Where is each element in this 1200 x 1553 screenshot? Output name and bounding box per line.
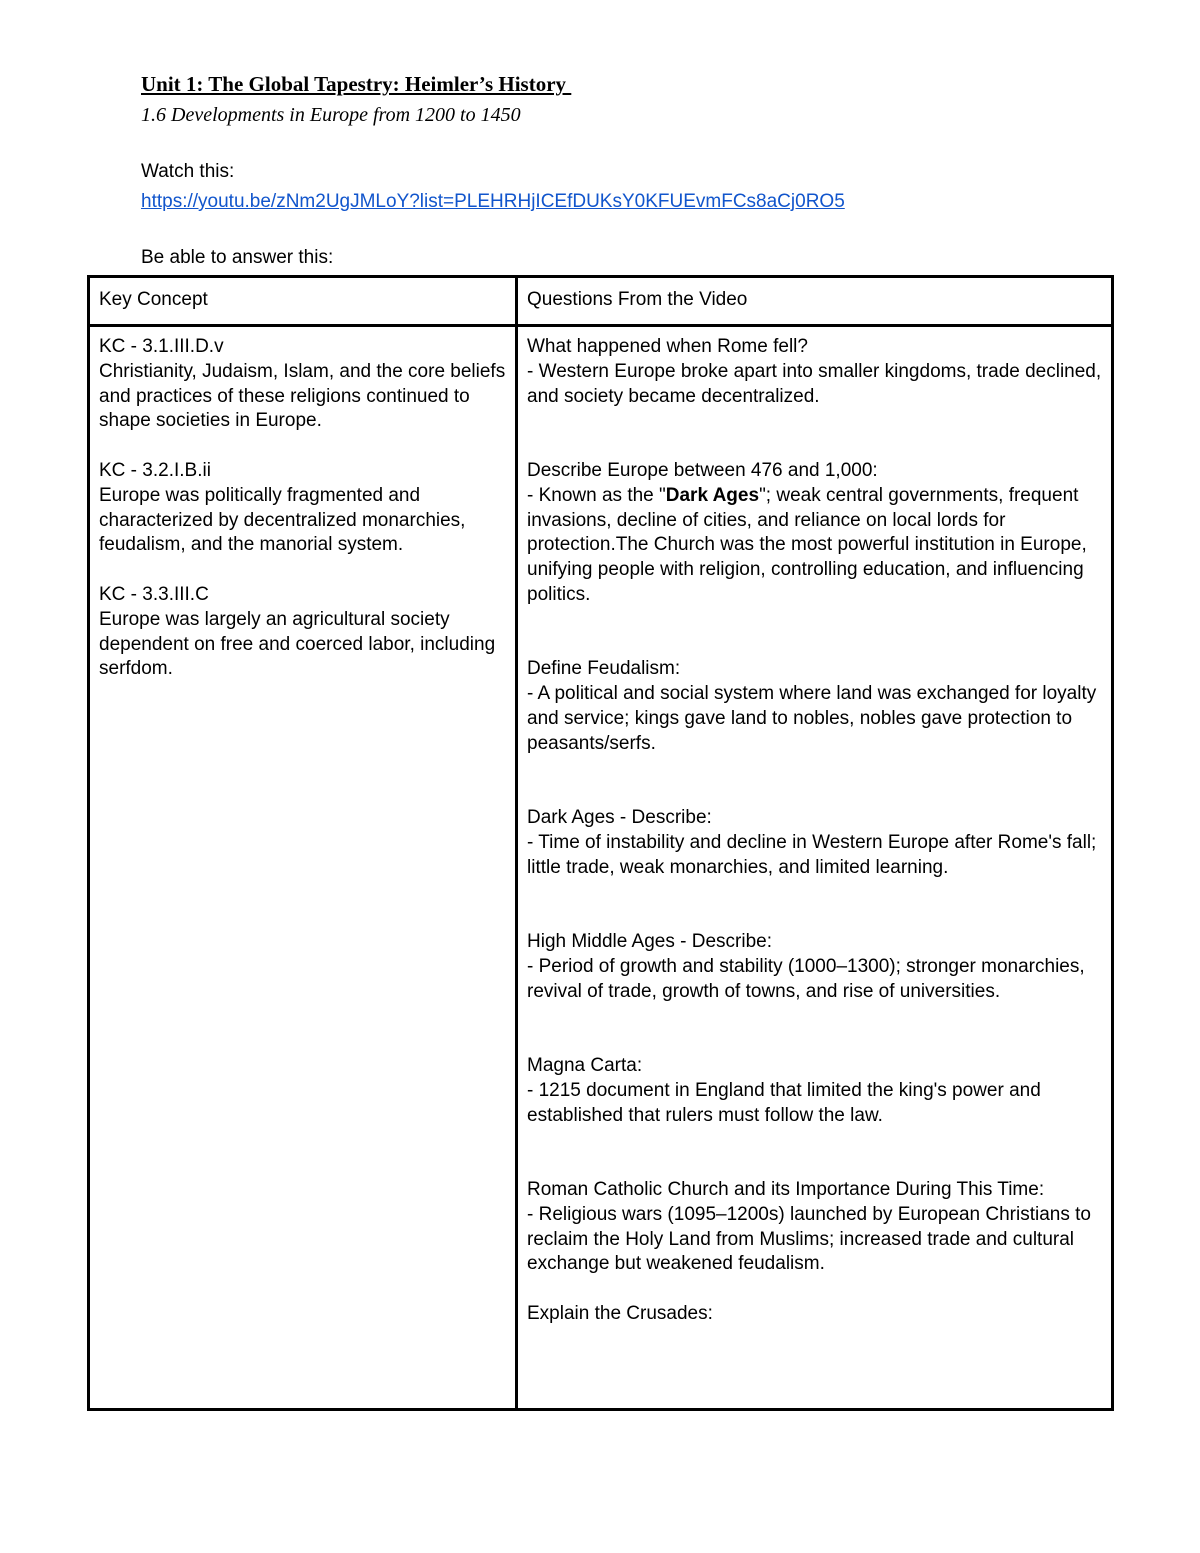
question-item xyxy=(527,1178,1102,1277)
kc-code: KC - 3.1.III.D.v xyxy=(99,336,224,357)
document-subtitle: 1.6 Developments in Europe from 1200 to 1450 xyxy=(141,104,521,126)
answer-text: - A political and social system where land was exchanged for loyalty and service; kings gave land to nobles, nobles gave protection to peasants/serfs. xyxy=(527,683,1097,754)
kc-text: Christianity, Judaism, Islam, and the core beliefs and practices of these religions continued to shape societies in Europe. xyxy=(99,360,506,432)
question-text: Explain the Crusades: xyxy=(527,1303,713,1325)
key-concept-item xyxy=(99,459,506,558)
table-row xyxy=(89,326,1113,1410)
video-link[interactable]: https://youtu.be/zNm2UgJMLoY?list=PLEHRHjICEfDUKsY0KFUEvmFCs8aCj0RO5 xyxy=(141,191,845,212)
kc-code: KC - 3.3.III.C xyxy=(99,583,209,605)
question-text: Magna Carta: xyxy=(527,1055,643,1077)
answer-text: - 1215 document in England that limited the king's power and established that rulers must follow the law. xyxy=(527,1079,1041,1126)
key-concept-item xyxy=(99,583,506,682)
question-text: What happened when Rome fell? xyxy=(527,336,808,357)
kc-text: Europe was largely an agricultural society dependent on free and coerced labor, including serfdom. xyxy=(99,608,496,680)
header-questions: Questions From the Video xyxy=(517,277,1113,326)
kc-code: KC - 3.2.I.B.ii xyxy=(99,459,211,481)
questions-cell xyxy=(517,326,1113,1410)
question-text: Roman Catholic Church and its Importance During This Time: xyxy=(527,1179,1045,1201)
answer-pre: - Known as the " xyxy=(527,484,666,506)
question-item xyxy=(527,1054,1102,1128)
watch-label: Watch this: xyxy=(141,161,235,182)
question-text: High Middle Ages - Describe: xyxy=(527,931,772,953)
question-text: Dark Ages - Describe: xyxy=(527,807,712,829)
kc-text: Europe was politically fragmented and characterized by decentralized monarchies, feudalism, and the manorial system. xyxy=(99,484,466,556)
answer-text: - Religious wars (1095–1200s) launched by European Christians to reclaim the Holy Land from Muslims; increased trade and cultural exchange but weakened feudalism. xyxy=(527,1203,1091,1275)
dark-ages-bold: Dark Ages xyxy=(665,484,760,506)
answer-text xyxy=(527,484,1102,608)
answer-post: "; weak central governments, frequent invasions, decline of cities, and reliance on local lords for protection.The Church was the most powerful institution in Europe, unifying people with religion, controlling education, and influencing politics. xyxy=(527,484,1087,605)
key-concept-item xyxy=(99,335,506,434)
answer-text: - Time of instability and decline in Western Europe after Rome's fall; little trade, weak monarchies, and limited learning. xyxy=(527,831,1097,878)
answer-text: - Period of growth and stability (1000–1300); stronger monarchies, revival of trade, growth of towns, and rise of universities. xyxy=(527,955,1085,1002)
question-item xyxy=(527,1302,1102,1327)
header-key-concept: Key Concept xyxy=(89,277,517,326)
question-text: Describe Europe between 476 and 1,000: xyxy=(527,459,878,481)
question-item xyxy=(527,806,1102,880)
document-title: Unit 1: The Global Tapestry: Heimler’s History xyxy=(141,72,572,96)
answer-text: - Western Europe broke apart into smaller kingdoms, trade declined, and society became decentralized. xyxy=(527,360,1102,407)
question-item xyxy=(527,459,1102,608)
question-text: Define Feudalism: xyxy=(527,658,681,680)
answer-label: Be able to answer this: xyxy=(141,247,334,268)
question-item xyxy=(527,930,1102,1004)
key-concept-table xyxy=(87,275,1114,1411)
question-item xyxy=(527,335,1102,409)
key-concepts-cell xyxy=(89,326,517,1410)
table-header-row xyxy=(89,277,1113,326)
question-item xyxy=(527,657,1102,756)
